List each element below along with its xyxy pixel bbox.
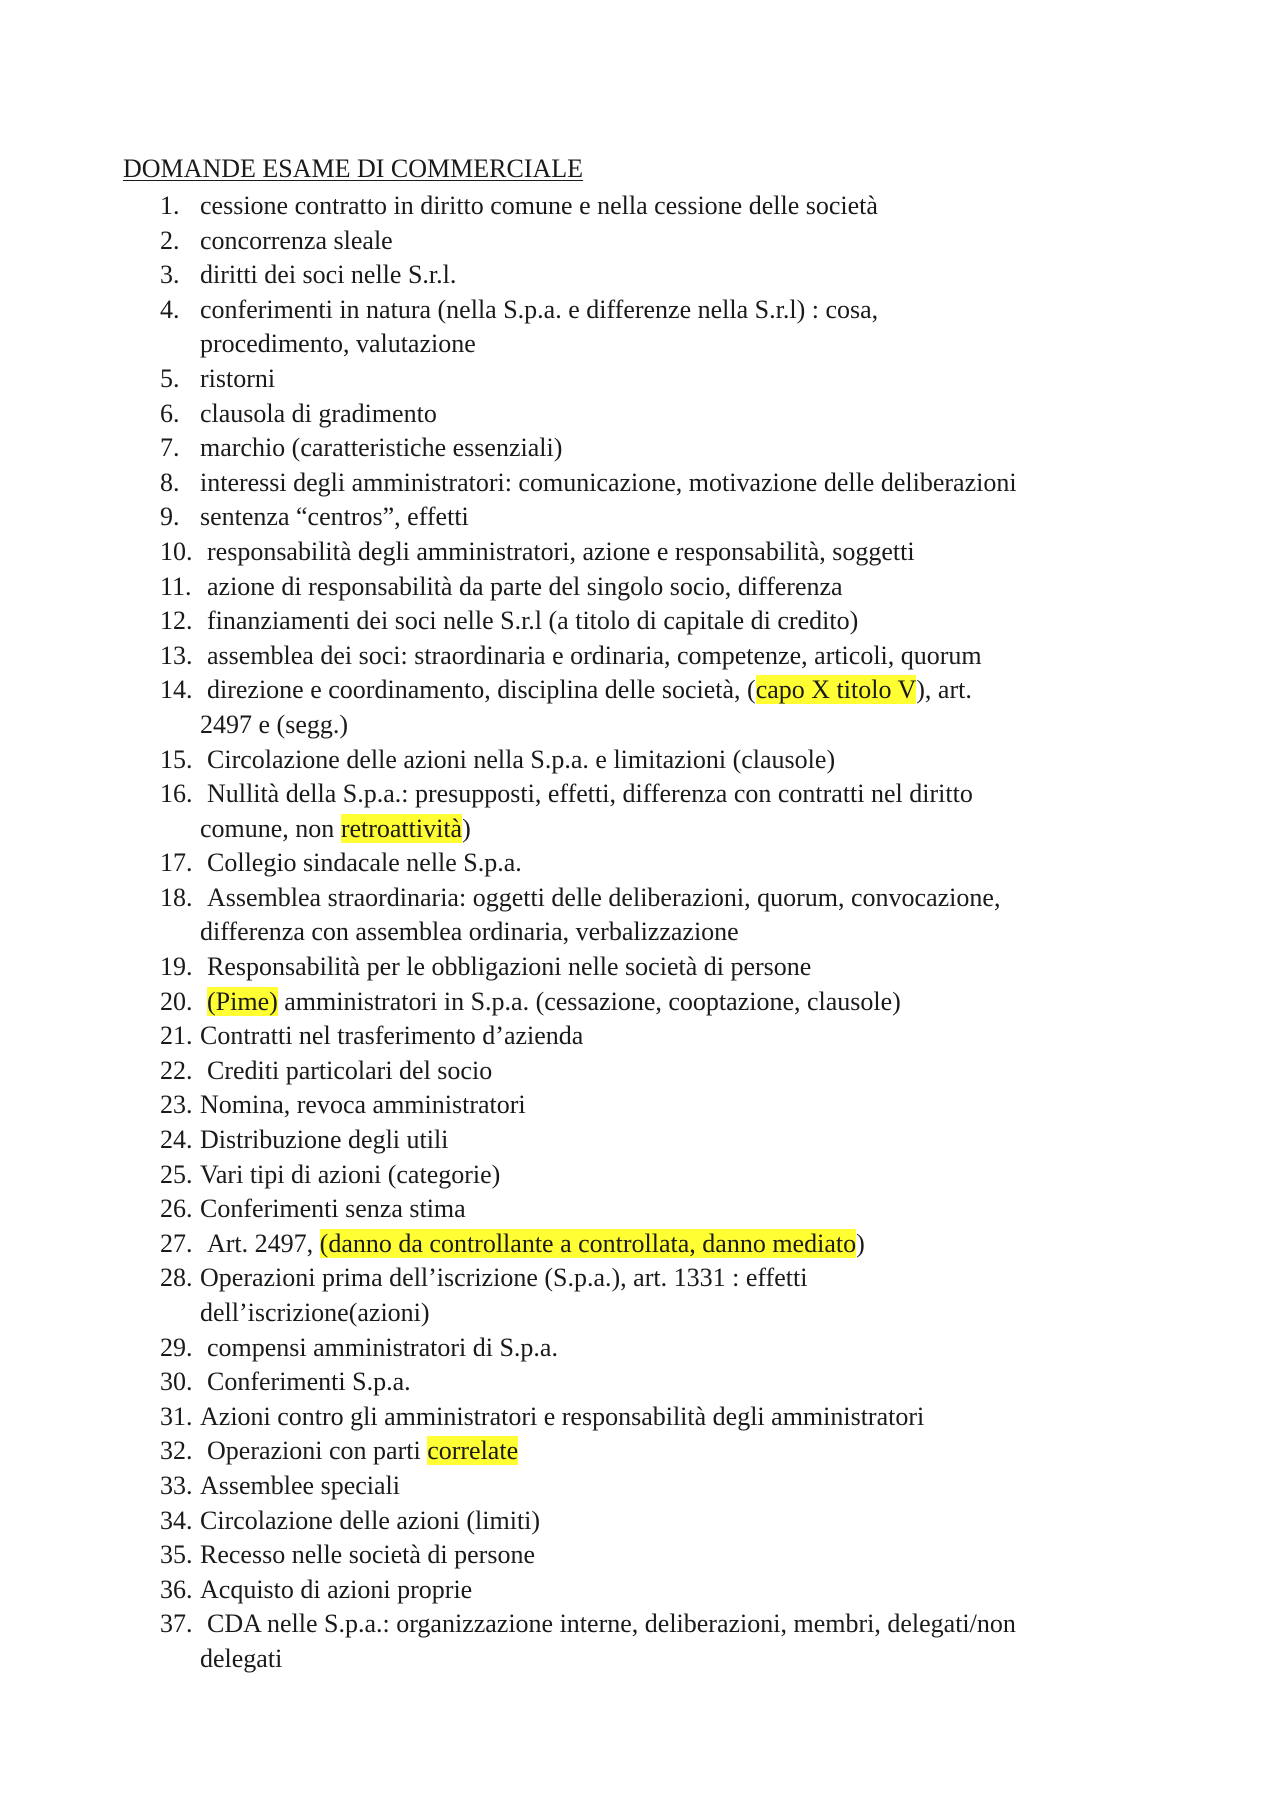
text-segment: ) [462,813,471,843]
text-segment: comune, non [200,813,341,843]
question-item [0,500,1280,535]
highlighted-text: (Pime) [207,986,278,1016]
question-number: 14. [160,675,193,705]
question-text [0,362,1280,397]
question-item [0,985,1280,1020]
question-number: 7. [160,433,180,463]
highlighted-text: capo X titolo V [755,675,917,705]
text-segment: Nomina, revoca amministratori [200,1090,526,1120]
question-item [0,1504,1280,1539]
question-number: 8. [160,467,180,497]
highlighted-text: correlate [427,1436,519,1466]
question-number: 19. [160,952,193,982]
question-item [0,1469,1280,1504]
text-segment: ) [856,1228,865,1258]
text-segment: conferimenti in natura (nella S.p.a. e differenze nella S.r.l) : cosa, [200,294,879,324]
question-number: 34. [160,1505,193,1535]
text-segment: procedimento, valutazione [200,329,476,359]
text-segment: ), art. [916,675,972,705]
question-number: 36. [160,1574,193,1604]
question-text [0,189,1280,224]
text-segment: Art. 2497, [207,1228,320,1258]
question-text-continuation [0,327,1280,362]
question-text-continuation [0,1296,1280,1331]
question-number: 2. [160,225,180,255]
question-number: 3. [160,260,180,290]
text-segment: Conferimenti S.p.a. [207,1367,411,1397]
question-number: 37. [160,1609,193,1639]
question-number: 30. [160,1367,193,1397]
text-segment: azione di responsabilità da parte del singolo socio, differenza [207,571,843,601]
document-title: DOMANDE ESAME DI COMMERCIALE [123,154,584,183]
question-number: 18. [160,882,193,912]
question-item [0,1365,1280,1400]
text-segment: responsabilità degli amministratori, azione e responsabilità, soggetti [207,536,915,566]
question-item [0,1088,1280,1123]
question-number: 5. [160,363,180,393]
question-number: 20. [160,986,193,1016]
text-segment: marchio (caratteristiche essenziali) [200,433,563,463]
question-number: 4. [160,294,180,324]
question-text [0,258,1280,293]
question-item [0,224,1280,259]
text-segment: Distribuzione degli utili [200,1125,449,1155]
question-number: 23. [160,1090,193,1120]
question-number: 31. [160,1401,193,1431]
question-item [0,431,1280,466]
question-number: 16. [160,779,193,809]
question-number: 29. [160,1332,193,1362]
text-segment: Contratti nel trasferimento d’azienda [200,1021,584,1051]
question-item [0,673,1280,742]
text-segment: Conferimenti senza stima [200,1194,466,1224]
question-item [0,1538,1280,1573]
question-item [0,1607,1280,1676]
text-segment: interessi degli amministratori: comunicazione, motivazione delle deliberazioni [200,467,1017,497]
text-segment: Responsabilità per le obbligazioni nelle società di persone [207,952,812,982]
text-segment: amministratori in S.p.a. (cessazione, cooptazione, clausole) [277,986,901,1016]
question-number: 13. [160,640,193,670]
question-number: 26. [160,1194,193,1224]
question-number: 12. [160,606,193,636]
question-item [0,1434,1280,1469]
question-item [0,362,1280,397]
question-item [0,639,1280,674]
question-number: 6. [160,398,180,428]
question-number: 15. [160,744,193,774]
text-segment: dell’iscrizione(azioni) [200,1298,430,1327]
question-number: 25. [160,1159,193,1189]
question-number: 21. [160,1021,193,1051]
question-text [0,466,1280,501]
text-segment: delegati [200,1643,283,1673]
question-item [0,777,1280,846]
question-text-continuation [0,1642,1280,1677]
question-list [0,189,1280,1677]
question-text-continuation [0,708,1280,743]
text-segment: finanziamenti dei soci nelle S.r.l (a titolo di capitale di credito) [207,606,859,636]
question-text-continuation [0,812,1280,847]
text-segment: Recesso nelle società di persone [200,1540,535,1570]
question-item [0,1227,1280,1262]
question-item [0,881,1280,950]
question-item [0,950,1280,985]
question-item [0,1054,1280,1089]
text-segment: ristorni [200,363,276,393]
question-item [0,1123,1280,1158]
text-segment: cessione contratto in diritto comune e nella cessione delle società [200,191,878,220]
question-text [0,431,1280,466]
question-item [0,1261,1280,1330]
question-number: 22. [160,1055,193,1085]
question-item [0,1158,1280,1193]
question-item [0,189,1280,224]
question-number: 32. [160,1436,193,1466]
question-text [0,293,1280,328]
question-number: 24. [160,1125,193,1155]
text-segment: sentenza “centros”, effetti [200,502,469,532]
text-segment: Circolazione delle azioni nella S.p.a. e limitazioni (clausole) [207,744,836,774]
text-segment: compensi amministratori di S.p.a. [207,1332,558,1362]
text-segment: Nullità della S.p.a.: presupposti, effetti, differenza con contratti nel diritto [207,779,973,809]
text-segment: Acquisto di azioni proprie [200,1574,473,1604]
text-segment: Azioni contro gli amministratori e responsabilità degli amministratori [200,1401,925,1431]
question-item [0,535,1280,570]
highlighted-text: (danno da controllante a controllata, danno mediato [319,1228,857,1258]
text-segment: Crediti particolari del socio [207,1055,493,1085]
question-number: 11. [160,571,192,601]
question-item [0,743,1280,778]
question-item [0,1192,1280,1227]
text-segment: Operazioni prima dell’iscrizione (S.p.a.), art. 1331 : effetti [200,1263,808,1293]
text-segment: Assemblee speciali [200,1470,400,1500]
question-number: 27. [160,1228,193,1258]
question-item [0,604,1280,639]
text-segment: diritti dei soci nelle S.r.l. [200,260,457,290]
text-segment: Collegio sindacale nelle S.p.a. [207,848,522,878]
question-text [0,224,1280,259]
question-number: 35. [160,1540,193,1570]
text-segment: assemblea dei soci: straordinaria e ordinaria, competenze, articoli, quorum [207,640,982,670]
text-segment: Vari tipi di azioni (categorie) [200,1159,501,1189]
question-item [0,1573,1280,1608]
question-item [0,1331,1280,1366]
question-item [0,1019,1280,1054]
text-segment: Circolazione delle azioni (limiti) [200,1505,541,1535]
question-text [0,397,1280,432]
question-text-continuation [0,915,1280,950]
question-item [0,1400,1280,1435]
text-segment: 2497 e (segg.) [200,709,349,739]
question-number: 10. [160,536,193,566]
text-segment: direzione e coordinamento, disciplina delle società, ( [207,675,756,705]
text-segment: Assemblea straordinaria: oggetti delle deliberazioni, quorum, convocazione, [207,882,1001,912]
highlighted-text: retroattività [340,813,463,843]
question-item [0,397,1280,432]
question-item [0,258,1280,293]
question-text [0,500,1280,535]
question-item [0,466,1280,501]
question-number: 28. [160,1263,193,1293]
question-number: 1. [160,191,180,220]
text-segment: CDA nelle S.p.a.: organizzazione interne, deliberazioni, membri, delegati/non [207,1609,1016,1639]
text-segment: Operazioni con parti [207,1436,428,1466]
text-segment: differenza con assemblea ordinaria, verbalizzazione [200,917,739,947]
question-text [0,570,1280,605]
text-segment: clausola di gradimento [200,398,437,428]
question-number: 33. [160,1470,193,1500]
question-number: 9. [160,502,180,532]
question-item [0,293,1280,362]
question-number: 17. [160,848,193,878]
question-item [0,570,1280,605]
question-item [0,846,1280,881]
text-segment: concorrenza sleale [200,225,393,255]
